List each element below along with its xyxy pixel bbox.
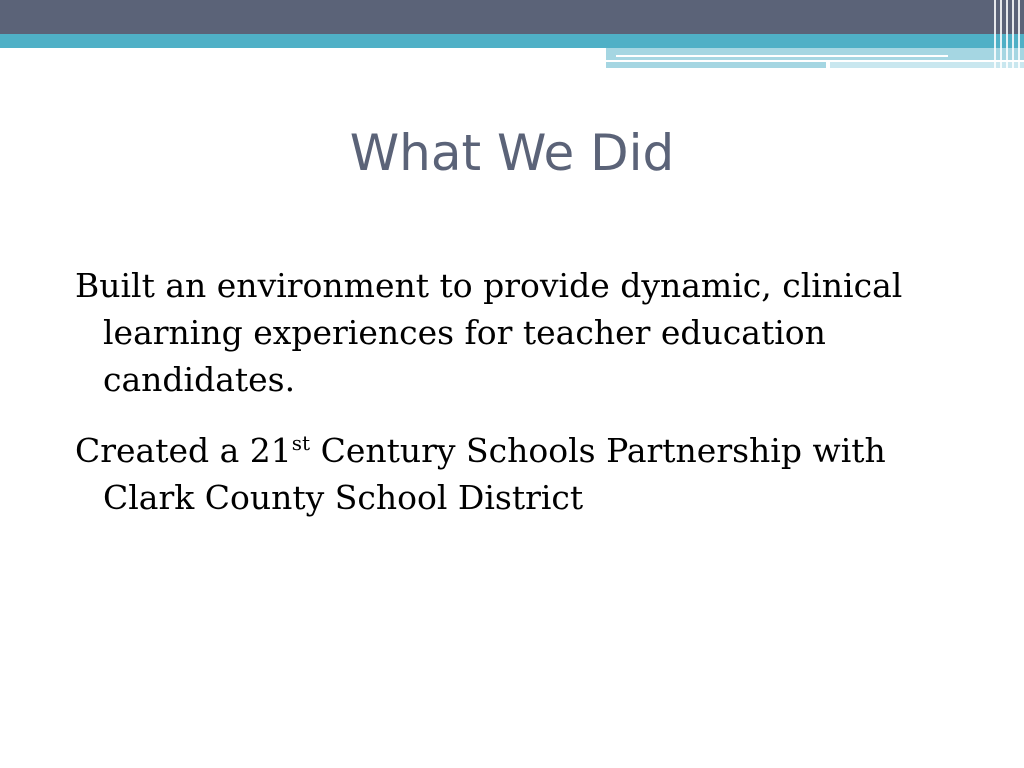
header-band-teal (0, 34, 1024, 48)
bullet-paragraph (75, 262, 975, 403)
header-band-light-lower (606, 62, 826, 68)
header-band-dark (0, 0, 1024, 34)
slide-body (75, 262, 975, 545)
header-band-light (606, 48, 1024, 60)
bullet-text-prefix: Created a 21 (75, 431, 292, 470)
ordinal-superscript: st (291, 431, 311, 455)
slide-title: What We Did (349, 124, 675, 182)
header-stripes (990, 0, 1024, 68)
bullet-text: Built an environment to provide dynamic, clinical learning experiences for teacher education candidates. (75, 266, 903, 399)
header-accent-line (616, 55, 948, 57)
bullet-paragraph (75, 427, 975, 521)
bullet-text-suffix: Century Schools Partnership with Clark County School District (103, 431, 886, 517)
